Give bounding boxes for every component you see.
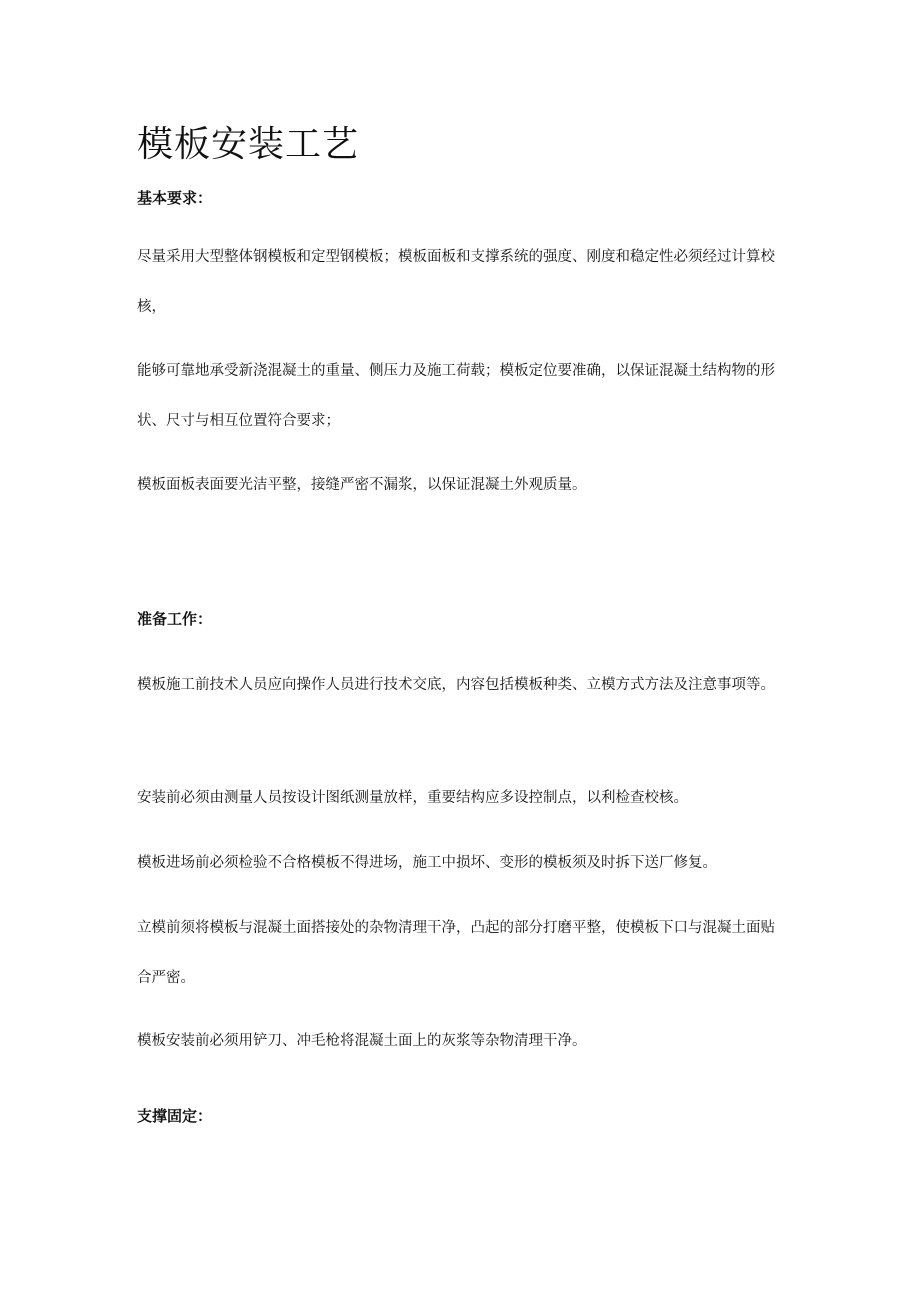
section-heading-basic-requirements: 基本要求：	[137, 189, 213, 207]
page-title: 模板安装工艺	[137, 124, 360, 165]
section-heading-support-fixing: 支撑固定：	[137, 1107, 213, 1125]
paragraph: 模板施工前技术人员应向操作人员进行技术交底，内容包括模板种类、立模方式方法及注意事项等。	[137, 677, 775, 693]
paragraph: 能够可靠地承受新浇混凝土的重量、侧压力及施工荷载；模板定位要准确，以保证混凝土结构物的形状、尺寸与相互位置符合要求；	[137, 363, 775, 429]
paragraph: 模板进场前必须检验不合格模板不得进场，施工中损坏、变形的模板须及时拆下送厂修复。	[137, 855, 717, 871]
section-heading-preparation: 准备工作：	[137, 610, 213, 628]
paragraph: 尽量采用大型整体钢模板和定型钢模板；模板面板和支撑系统的强度、刚度和稳定性必须经过计算校核，	[137, 249, 775, 315]
paragraph: 模板面板表面要光洁平整，接缝严密不漏浆，以保证混凝土外观质量。	[137, 477, 587, 493]
paragraph: 立模前须将模板与混凝土面搭接处的杂物清理干净，凸起的部分打磨平整，使模板下口与混凝土面贴合严密。	[137, 920, 775, 986]
paragraph: 安装前必须由测量人员按设计图纸测量放样，重要结构应多设控制点，以利检查校核。	[137, 790, 688, 806]
paragraph: 模板安装前必须用铲刀、冲毛枪将混凝土面上的灰浆等杂物清理干净。	[137, 1033, 587, 1049]
